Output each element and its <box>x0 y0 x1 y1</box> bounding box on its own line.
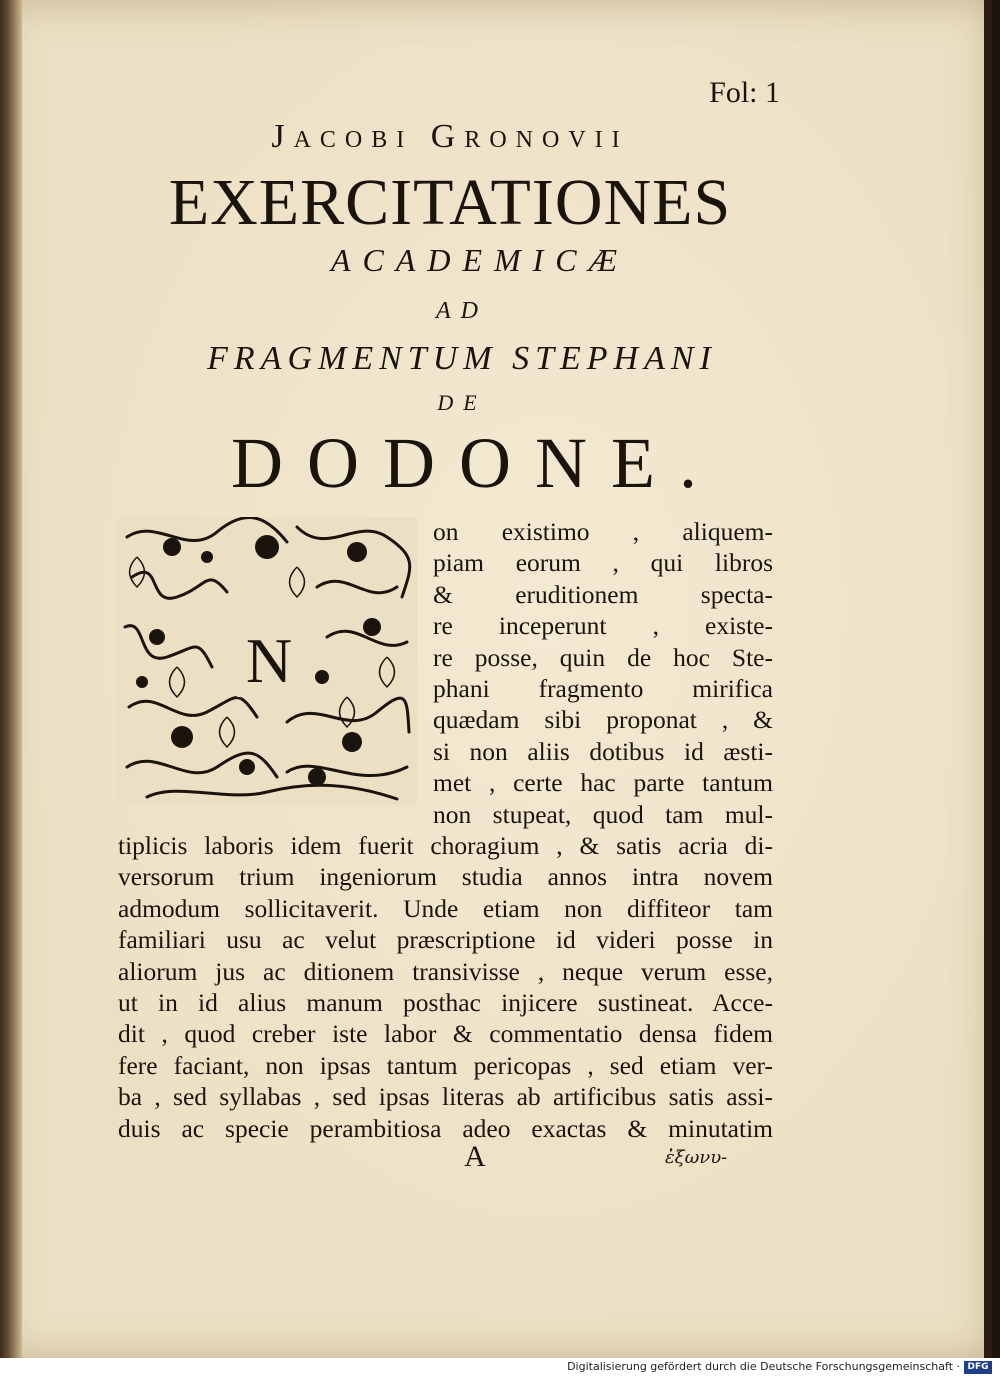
text-line: phani fragmento mirifica <box>433 674 773 704</box>
text-line: on existimo , aliquem- <box>433 517 773 546</box>
text-line: versorum trium ingeniorum studia annos intra novem <box>118 862 773 892</box>
show-through-text <box>540 70 551 100</box>
ornamental-initial <box>117 517 417 805</box>
title-fragment: FRAGMENTUM STEPHANI <box>207 340 717 377</box>
title-de: DE <box>437 390 487 415</box>
signature-mark: A <box>464 1140 486 1173</box>
drop-cap-letter: N <box>237 625 301 697</box>
title-ad: AD <box>436 298 488 324</box>
text-line: duis ac specie perambitiosa adeo exactas & minutatim <box>118 1113 773 1143</box>
text-line: tiplicis laboris idem fuerit choragium , & satis acria di- <box>118 831 773 860</box>
title-main: EXERCITATIONES <box>168 166 732 239</box>
title-sub: ACADEMICÆ <box>330 242 630 278</box>
text-line: ut in id alius manum posthac injicere sustineat. Acce- <box>118 988 773 1018</box>
title-author: Jacobi Gronovii <box>271 118 629 155</box>
title-place: DODONE. <box>231 423 721 503</box>
text-line: re inceperunt , existe- <box>433 611 773 641</box>
text-line: admodum sollicitaverit. Unde etiam non diffiteor tam <box>118 893 773 923</box>
text-line: quædam sibi proponat , & <box>433 705 773 735</box>
text-line: si non aliis dotibus id æsti- <box>433 736 773 766</box>
text-line: piam eorum , qui libros <box>433 548 773 578</box>
footer-credit: Digitalisierung gefördert durch die Deutsche Forschungsgemeinschaft · <box>567 1360 960 1373</box>
text-line: ba , sed syllabas , sed ipsas literas ab artificibus satis assi- <box>118 1082 773 1112</box>
catchword: ἐξωνυ- <box>665 1147 728 1168</box>
page-edge <box>984 0 992 1358</box>
text-line: dit , quod creber iste labor & commentatio densa fidem <box>118 1019 773 1049</box>
text-line: aliorum jus ac ditionem transivisse , neque verum esse, <box>118 956 773 986</box>
text-line: non stupeat, quod tam mul- <box>433 799 773 829</box>
text-line: re posse, quin de hoc Ste- <box>433 642 773 672</box>
text-line: familiari usu ac velut præscriptione id videri posse in <box>118 925 773 955</box>
text-line: fere faciant, non ipsas tantum pericopas , sed etiam ver- <box>118 1050 773 1080</box>
dfg-logo: DFG <box>964 1361 992 1374</box>
text-line: met , certe hac parte tantum <box>433 768 773 798</box>
text-line: & eruditionem specta- <box>433 579 773 609</box>
body-text <box>118 830 773 1144</box>
folio-number: Fol: 1 <box>709 76 780 109</box>
text-beside-initial <box>433 516 773 830</box>
